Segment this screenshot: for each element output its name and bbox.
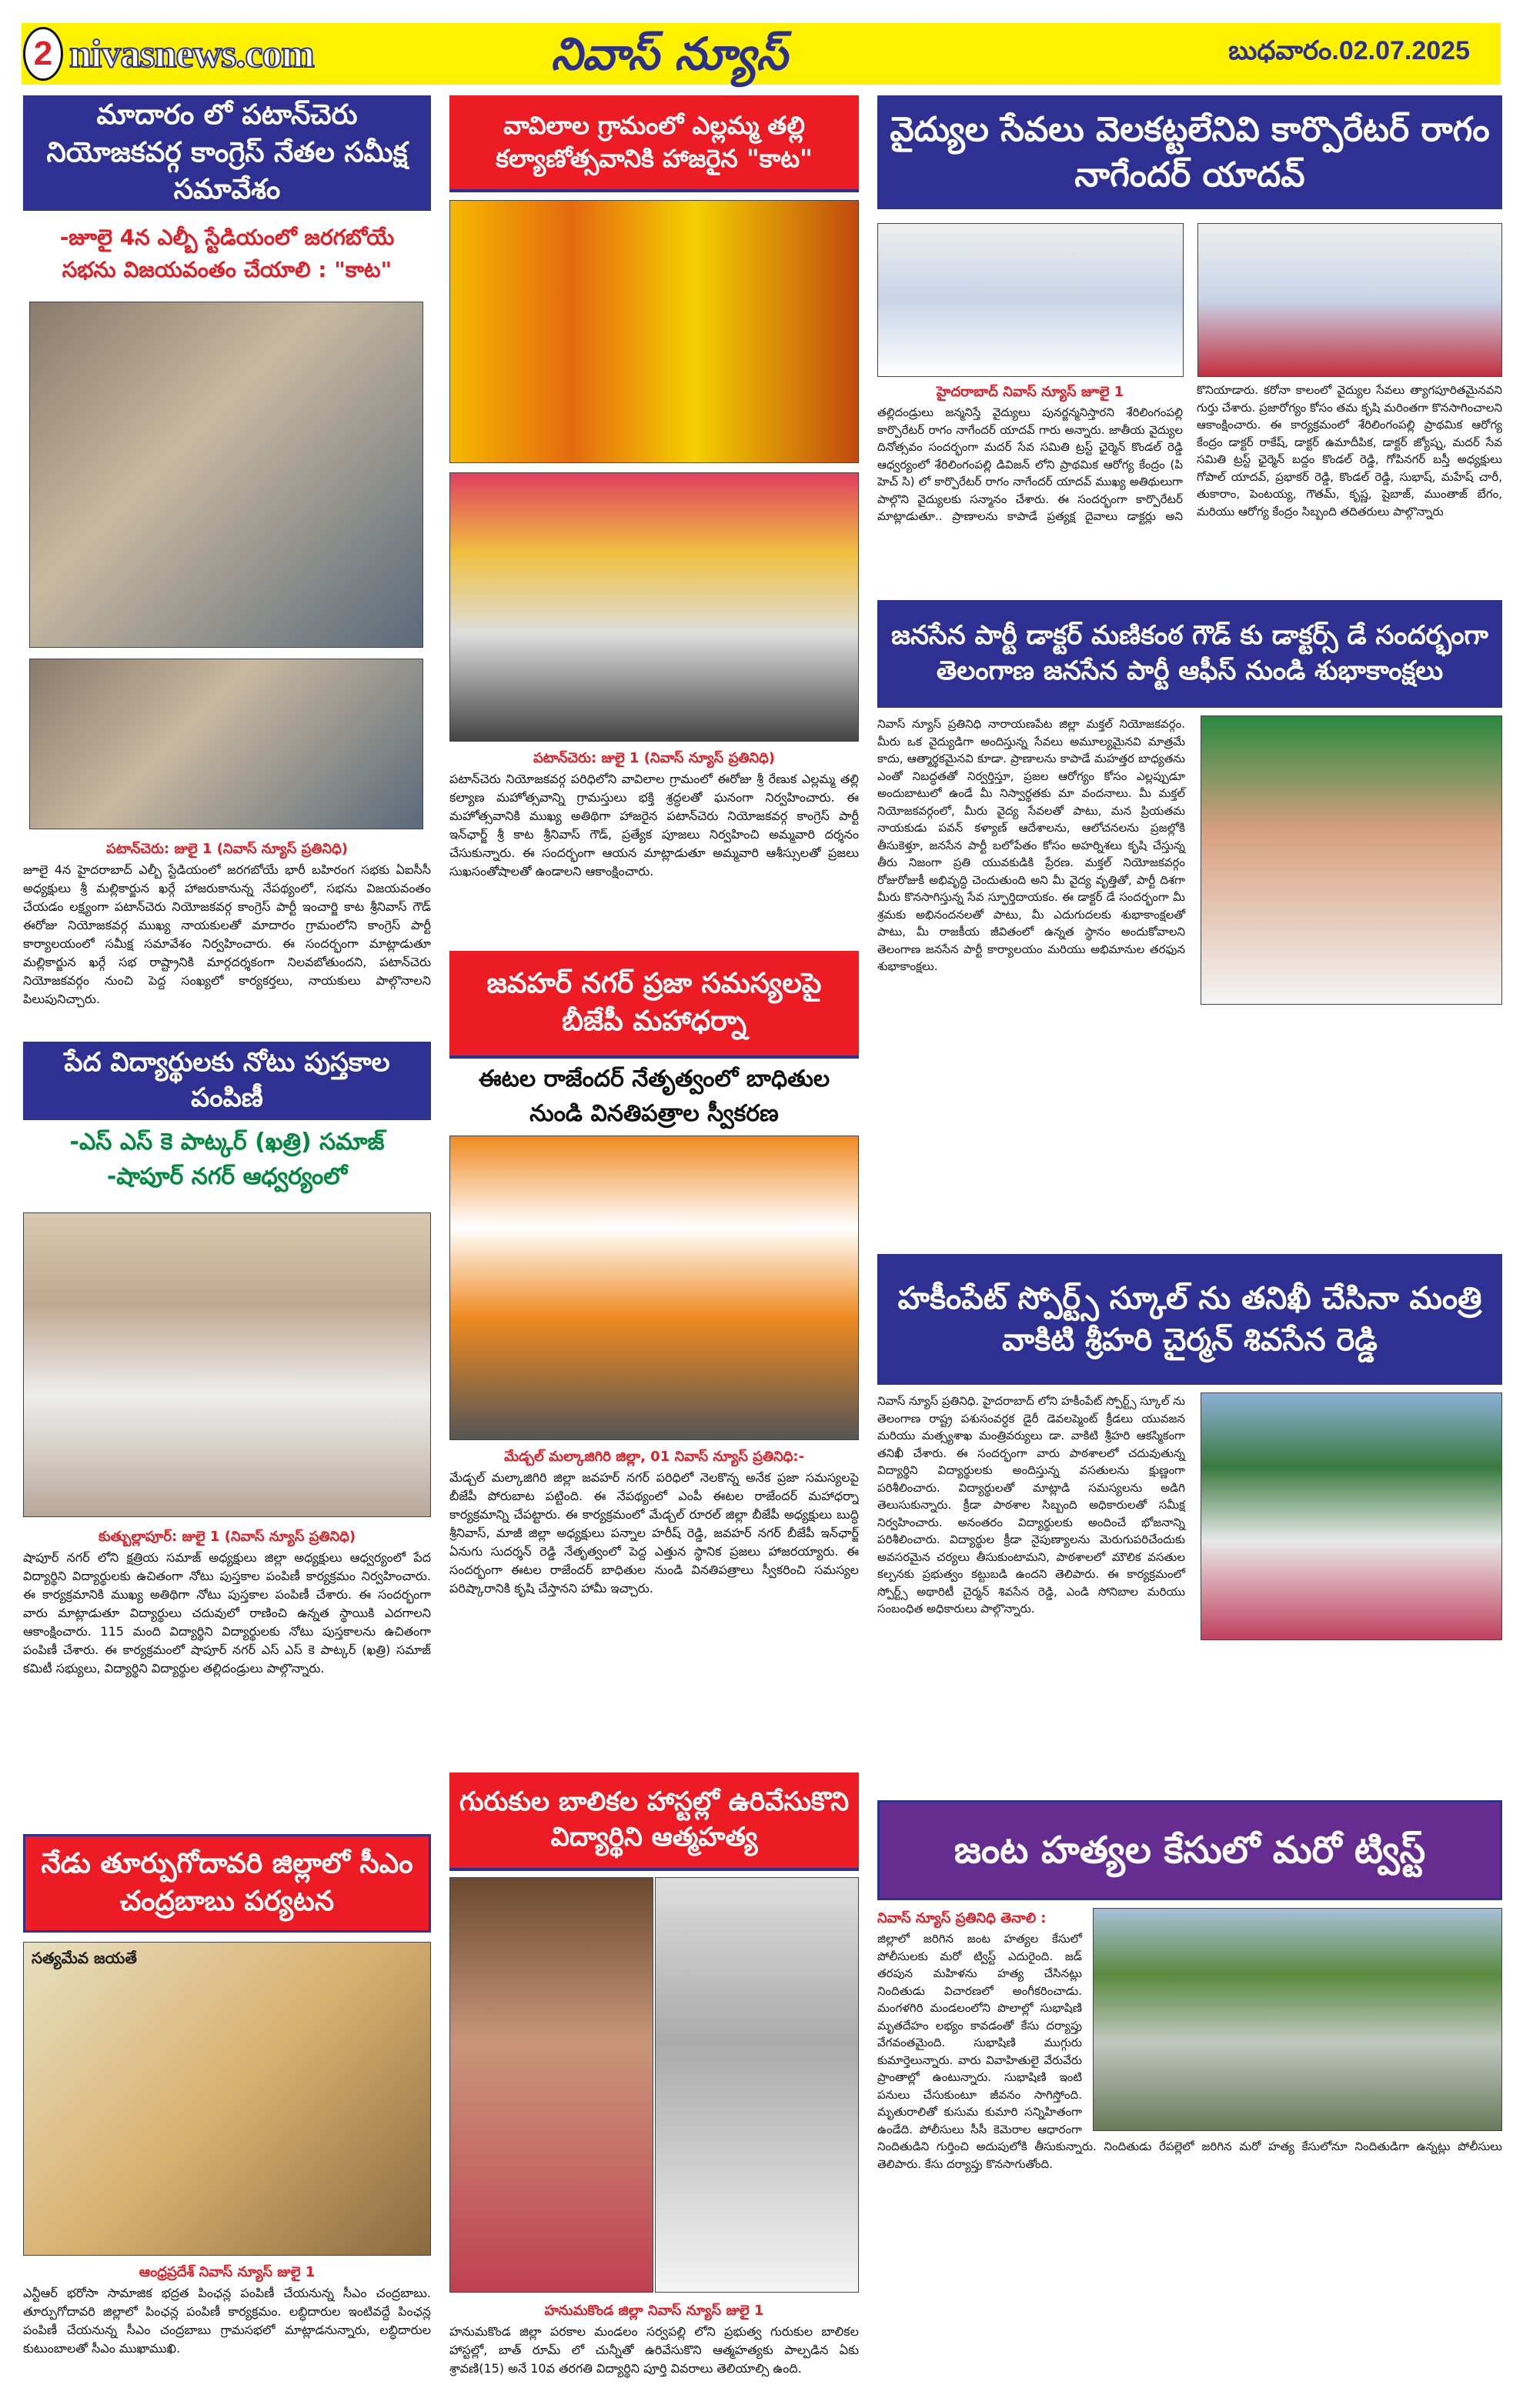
site-name[interactable]: nivasnews.com [69, 32, 314, 76]
article-dateline: ఆంధ్రప్రదేశ్ నివాస్ న్యూస్ జులై 1 [139, 2264, 316, 2280]
article-photo [449, 200, 859, 463]
article-text: తల్లిదండ్రులు జన్మనిస్తే వైద్యులు పునర్జన్మనిస్తారని శేరిలింగంపల్లి కార్పొరేటర్ రాగం నాగేందర్ యాదవ్ గారు అన్నారు. జాతీయ వైద్యుల దినోత్సవం సందర్భంగా మదర్ సేవ సమితి ట్రస్ట్ ఛైర్మెన్ కొండల్ రెడ్డి ఆధ్వర్యంలో శేరిలింగంపల్లి డివిజన్ లోని ప్రాథమిక ఆరోగ్య కేంద్రం (పి హెచ్ సి) లో కార్పొరేటర్ రాగం నాగేందర్ యాదవ్ ముఖ్య అతిథులుగా పాల్గొని వైద్యులకు సన్మానం చేశారు. ఈ సందర్భంగా కార్పొరేటర్ మాట్లాడుతూ.. ప్రాణాలను కాపాడే ప్రత్యక్ష దైవాలు డాక్టర్లు అని కొనియాడారు. కరోనా కాలంలో వైద్యుల సేవలు త్యాగపూరితమైనవని గుర్తు చేశారు. ప్రజారోగ్యం కోసం తమ కృషి మరింతగా కొనసాగించాలని ఆకాంక్షించారు. ఈ కార్యక్రమంలో శేరిలింగంపల్లి ప్రాథమిక ఆరోగ్య కేంద్రం డాక్టర్ రాకేష్, డాక్టర్ ఉమాదీపిక, డాక్టర్ జ్యోష్న, మదర్ సేవ సమితి ట్రస్ట్ ఛైర్మెన్ బద్దం కొండల్ రెడ్డి, గోపినగర్ బస్తీ అధ్యక్షులు గోపాల్ యాదవ్, ప్రభాకర్ రెడ్డి, కొండల్ రెడ్డి, సుభాష్, మహేష్ చారీ, తుకారాం, పెంటయ్య, గౌతమ్, కృష్ణ, షైబాజ్, ముంతాజ్ బేగం, మరియు ఆరోగ్య కేంద్రం సిబ్బంది తదితరులు పాల్గొన్నారు [877, 383, 1502, 523]
article-body [449, 748, 859, 943]
article-photo [23, 1212, 431, 1517]
article-headline: మాదారం లో పటాన్‌చెరు నియోజకవర్గ కాంగ్రెస్ నేతల సమీక్ష సమావేశం [23, 95, 431, 211]
newspaper-logo: నివాస్ న్యూస్ [469, 23, 870, 85]
article-body [877, 1908, 1502, 2404]
article-text: పటాన్‌చెరు నియోజకవర్గ పరిధిలోని వావిలాల గ్రామంలో ఈరోజు శ్రీ రేణుక ఎల్లమ్మ తల్లి కల్యాణ మహోత్సవాన్ని గ్రామస్తులు భక్తి శ్రద్ధలతో ఘనంగా నిర్వహించారు. ఈ మహోత్సవానికి ముఖ్య అతిథిగా హాజరైన పటాన్‌చెరు నియోజకవర్గ కాంగ్రెస్ పార్టీ ఇన్‌ఛార్జ్ శ్రీ కాట శ్రీనివాస్ గౌడ్, ప్రత్యేక పూజలు నిర్వహించి అమ్మవారి దర్శనం చేసుకున్నారు. ఈ సందర్భంగా ఆయన మాట్లాడుతూ అమ్మవారి ఆశీస్సులతో ప్రజలు సుఖసంతోషాలతో ఉండాలని ఆకాంక్షించారు. [449, 772, 859, 879]
article-photo [449, 1136, 859, 1440]
article-text: జూలై 4న హైదరాబాద్ ఎల్బీ స్టేడియంలో జరగబోయే భారీ బహిరంగ సభకు ఏఐసీసీ అధ్యక్షులు శ్రీ మల్లికార్జున ఖర్గే హాజరుకానున్న నేపథ్యంలో, సభను విజయవంతం చేయడం లక్ష్యంగా పటాన్‌చెరు నియోజకవర్గ కాంగ్రెస్ పార్టీ ఇంచార్జి కాట శ్రీనివాస్ గౌడ్ ఈరోజు నియోజకవర్గ ముఖ్య నాయకులతో మాదారం గ్రామంలోని కాంగ్రెస్ పార్టీ కార్యాలయంలో సమీక్ష సమావేశం నిర్వహించారు. ఈ సందర్భంగా మాట్లాడుతూ మల్లికార్జున ఖర్గే సభ రాష్ట్రానికి మార్గదర్శకంగా నిలవబోతుందని, పటాన్‌చెరు నియోజకవర్గం నుంచి పెద్ద సంఖ్యలో కార్యకర్తలు, నాయకులు పాల్గొనాలని పిలుపునిచ్చారు. [23, 862, 431, 1006]
article-photo [655, 1877, 859, 2293]
article-photo [449, 472, 859, 742]
article-dateline: పటాన్‌చెరు: జులై 1 (నివాస్ న్యూస్ ప్రతినిధి) [533, 750, 776, 766]
masthead [22, 23, 1501, 85]
article-body [23, 1526, 431, 1826]
article-headline: పేద విద్యార్థులకు నోటు పుస్తకాల పంపిణీ [23, 1042, 431, 1120]
article-body [23, 839, 431, 1031]
article-headline: నేడు తూర్పుగోదావరి జిల్లాలో సీఎం చంద్రబాబు పర్యటన [23, 1834, 431, 1933]
article-body [877, 1392, 1502, 1793]
article-photo [449, 1877, 653, 2293]
article-headline: వావిలాల గ్రామంలో ఎల్లమ్మ తల్లి కల్యాణోత్సవానికి హాజరైన "కాట" [449, 95, 859, 192]
article-subheadline: -జూలై 4న ఎల్బీ స్టేడియంలో జరగబోయే సభను విజయవంతం చేయాలి : "కాట" [59, 225, 395, 282]
article-text: మేడ్చల్ మల్కాజిగిరి జిల్లా జవహర్ నగర్ పరిధిలో నెలకొన్న అనేక ప్రజా సమస్యలపై బీజేపీ పోరుబాట పట్టింది. ఈ నేపథ్యంలో ఎంపీ ఈటల రాజేందర్ మహాధర్నా కార్యక్రమాన్ని చేపట్టారు. ఈ కార్యక్రమంలో మేడ్చల్ రూరల్ జిల్లా బీజేపీ అధ్యక్షులు బుద్ధి శ్రీనివాస్, మాజీ జిల్లా అధ్యక్షులు పన్నాల హరీష్ రెడ్డి, జవహర్ నగర్ బీజేపీ ఇన్‌ఛార్జ్ ఏనుగు సుదర్శన్ రెడ్డి నేతృత్వంలో పెద్ద ఎత్తున స్థానిక ప్రజలు హాజరయ్యారు. ఈ సందర్భంగా ఈటల రాజేందర్ బాధితుల నుండి వినతిపత్రాలు స్వీకరించి సమస్యల పరిష్కారానికి కృషి చేస్తానని హామీ ఇచ్చారు. [449, 1470, 859, 1596]
article-text: నివాస్ న్యూస్ ప్రతినిధి నారాయణపేట జిల్లా మక్తల్ నియోజకవర్గం. మీరు ఒక వైద్యుడిగా అందిస్తున్న సేవలు అమూల్యమైనవి మాత్రమే కాదు, ఆత్మార్థకమైనవి కూడా. ప్రాణాలను కాపాడే మహత్తర బాధ్యతను ఎంతో నిబద్ధతతో నిర్వర్తిస్తూ, ప్రజల ఆరోగ్యం కోసం ఎల్లప్పుడూ అందుబాటులో ఉండే మీ నిస్వార్థతకు మా వందనాలు. మీ మక్తల్ నియోజకవర్గంలో, మీరు వైద్య సేవలతో పాటు, మన ప్రియతమ నాయకుడు పవన్ కళ్యాణ్ ఆదేశాలను, ఆలోచనలను ప్రజల్లోకి తీసుకెళ్తూ, జనసేన పార్టీ బలోపేతం కోసం అహర్నిశలు కృషి చేస్తున్న తీరు నిజంగా ప్రతి యువకుడికి ప్రేరణ. మక్తల్ నియోజకవర్గం రోజురోజుకీ అభివృద్ధి చెందుతుంది అని మీ వైద్య వృత్తితో, పార్టీ దిశగా మీరు కొనసాగిస్తున్న సేవ స్ఫూర్తిదాయకం. ఈ డాక్టర్ డే సందర్భంగా మీ శ్రమకు అభినందనలతో పాటు, మీ ఎదుగుదలకు శుభాకాంక్షలతో పాటు, మీ రాజకీయ జీవితంలో ఉన్నత స్థానం అందుకోవాలని తెలంగాణ జనసేన పార్టీ కార్యాలయం మరియు అభిమానుల తరఫున శుభాకాంక్షలు. [877, 717, 1185, 973]
article-dateline: పటాన్‌చెరు: జులై 1 (నివాస్ న్యూస్ ప్రతినిధి) [105, 841, 349, 857]
article-photo [23, 1942, 431, 2256]
article-headline: హకీంపేట్ స్పోర్ట్స్ స్కూల్ ను తనిఖీ చేసినా మంత్రి వాకిటి శ్రీహరి చైర్మన్ శివసేన రెడ్డి [877, 1254, 1502, 1385]
article-headline: గురుకుల బాలికల హాస్టల్లో ఉరివేసుకొని విద్యార్థిని ఆత్మహత్య [449, 1773, 859, 1871]
article-text: షాపూర్ నగర్ లోని క్షత్రియ సమాజ్ అధ్యక్షులు జిల్లా అధ్యక్షులు ఆధ్వర్యంలో పేద విద్యార్థిని విద్యార్థులకు ఉచితంగా నోటు పుస్తకాల పంపిణీ కార్యక్రమం నిర్వహించారు. ఈ కార్యక్రమానికి ముఖ్య అతిథిగా నోటు పుస్తకాల పంపిణీ చేశారు. ఈ సందర్భంగా వారు మాట్లాడుతూ విద్యార్థులు చదువులో రాణించి ఉన్నత స్థాయికి ఎదగాలని ఆకాంక్షించారు. 115 మంది విద్యార్థిని విద్యార్థులకు నోటు పుస్తకాలను ఉచితంగా పంపిణీ చేశారు. ఈ కార్యక్రమంలో షాపూర్ నగర్ ఎస్ ఎస్ కె పాట్కర్ (ఖత్రి) సమాజ్ కమిటీ సభ్యులు, విద్యార్థిని విద్యార్థుల తల్లిదండ్రులు పాల్గొన్నారు. [23, 1550, 431, 1676]
article-dateline: కుత్బుల్లాపూర్: జులై 1 (నివాస్ న్యూస్ ప్రతినిధి) [98, 1529, 356, 1545]
article-dateline: నివాస్ న్యూస్ ప్రతినిధి తెనాలి : [877, 1910, 1047, 1926]
article-subheadline: -ఎస్ ఎస్ కె పాట్కర్ (ఖత్రి) సమాజ్ -షాపూర్ నగర్ ఆధ్వర్యంలో [69, 1129, 385, 1190]
article-text: ఎన్టీఆర్ భరోసా సామాజిక భద్రత పింఛన్ల పంపిణీ చేయనున్న సీఎం చంద్రబాబు. తూర్పుగోదావరి జిల్లాలో పింఛన్ల పంపిణీ కార్యక్రమం. లబ్ధిదారుల ఇంటివద్దే పింఛన్ల పంపిణీ చేయనున్న సీఎం చంద్రబాబు గ్రామసభలో మాట్లాడనున్నారు, లబ్ధిదారుల కుటుంబాలతో సీఎం ముఖాముఖి. [23, 2286, 431, 2356]
article-headline: జనసేన పార్టీ డాక్టర్ మణికంఠ గౌడ్ కు డాక్టర్స్ డే సందర్భంగా తెలంగాణ జనసేన పార్టీ ఆఫీస్ నుండి శుభాకాంక్షలు [877, 600, 1502, 708]
article-body [449, 1446, 859, 1766]
article-headline: వైద్యుల సేవలు వెలకట్టలేనివి కార్పొరేటర్ రాగం నాగేందర్ యాదవ్ [877, 95, 1502, 209]
photo-emblem-text: సత్యమేవ జయతే [32, 1949, 137, 1967]
article-dateline: హనుమకొండ జిల్లా నివాస్ న్యూస్ జులై 1 [544, 2303, 764, 2319]
article-photo [29, 302, 423, 648]
photo-spacer [1082, 1908, 1502, 2136]
article-body [877, 382, 1502, 597]
article-dateline: మేడ్చల్ మల్కాజిగిరి జిల్లా, 01 నివాస్ న్యూస్ ప్రతినిధి:- [503, 1449, 805, 1465]
article-headline: జంట హత్యల కేసులో మరో ట్విస్ట్ [877, 1800, 1502, 1900]
article-body [23, 2262, 431, 2404]
article-text: హనుమకొండ జిల్లా పరకాల మండలం సర్వపల్లి లోని ప్రభుత్వ గురుకుల బాలికల హాస్టల్లో, బాత్ రూమ్ లో చున్నీతో ఉరివేసుకొని ఆత్మహత్యకు పాల్పడిన ఏకు శ్రావణి(15) అనే 10వ తరగతి విద్యార్థిని పూర్తి వివరాలు తెలియాల్సి ఉంది. [449, 2324, 859, 2376]
article-dateline: హైదరాబాద్ నివాస్ న్యూస్ జూలై 1 [936, 384, 1124, 400]
page-number: 2 [23, 27, 63, 81]
article-photo [877, 223, 1184, 377]
article-body [449, 2300, 859, 2404]
article-photo [29, 659, 423, 829]
article-text: జిల్లాలో జరిగిన జంట హత్యల కేసులో పోలీసులకు మరో ట్విస్ట్ ఎదురైంది. జడ్ తరపున మహిళను హత్య చేసినట్లు నిందితుడు విచారణలో అంగీకరించాడు. మంగళగిరి మండలంలోని పొలాల్లో సుభాషిణి మృతదేహం లభ్యం కావడంతో కేసు దర్యాప్తు వేగవంతమైంది. సుభాషిణి ముగ్గురు కుమార్తెలున్నారు. వారు వివాహితులై వేరువేరు ప్రాంతాల్లో ఉంటున్నారు. సుభాషిణి ఇంటి పనులు చేసుకుంటూ జీవనం సాగిస్తోంది. మృతురాలితో కుసుమ కుమారి సన్నిహితంగా ఉండేది. పోలీసులు సీసీ కెమెరాల ఆధారంగా నిందితుడిని గుర్తించి అదుపులోకి తీసుకున్నారు. నిందితుడు రేపల్లెలో జరిగిన మరో హత్య కేసులోనూ నిందితుడిగా ఉన్నట్లు పోలీసులు తెలిపారు. కేసు దర్యాప్తు కొనసాగుతోంది. [877, 1932, 1502, 2171]
article-body [877, 715, 1502, 1246]
photo-spacer [1185, 1392, 1502, 1646]
photo-spacer [1185, 715, 1502, 1008]
issue-date: బుధవారం.02.07.2025 [1228, 35, 1470, 65]
article-text: నివాస్ న్యూస్ ప్రతినిధి. హైదరాబాద్ లోని హకీంపేట్ స్పోర్ట్స్ స్కూల్ ను తెలంగాణ రాష్ట్ర పశుసంవర్ధక డైరీ డెవలప్మెంట్ క్రీడలు యువజన మరియు మత్స్యశాఖ మంత్రివర్యులు డా. వాకిటి శ్రీహరి ఆకస్మికంగా తనిఖీ చేశారు. ఈ సందర్భంగా వారు పాఠశాలలో చదువుతున్న విద్యార్థిని విద్యార్థులకు అందిస్తున్న వసతులను క్షుణ్ణంగా పరిశీలించారు. విద్యార్థులతో మాట్లాడి సమస్యలను అడిగి తెలుసుకున్నారు. క్రీడా పాఠశాల సిబ్బంది అధికారులతో సమీక్ష నిర్వహించారు. అనంతరం విద్యార్థులకు అందించే భోజనాన్ని పరిశీలించారు. విద్యార్థుల క్రీడా నైపుణ్యాలను మెరుగుపరిచేందుకు అవసరమైన చర్యలు తీసుకుంటామని, పాఠశాలలో మౌలిక వసతుల కల్పనకు ప్రభుత్వం కట్టుబడి ఉందని తెలిపారు. ఈ కార్యక్రమంలో స్పోర్ట్స్ అథారిటీ చైర్మన్ శివసేన రెడ్డి, ఎండి సోనిబాల మరియు సంబంధిత అధికారులు పాల్గొన్నారు. [877, 1394, 1185, 1616]
article-subheadline: ఈటల రాజేందర్ నేతృత్వంలో బాధితుల నుండి వినతిపత్రాల స్వీకరణ [478, 1066, 830, 1127]
article-photo [1197, 223, 1502, 377]
article-headline: జవహర్ నగర్ ప్రజా సమస్యలపై బీజేపీ మహాధర్నా [449, 951, 859, 1059]
